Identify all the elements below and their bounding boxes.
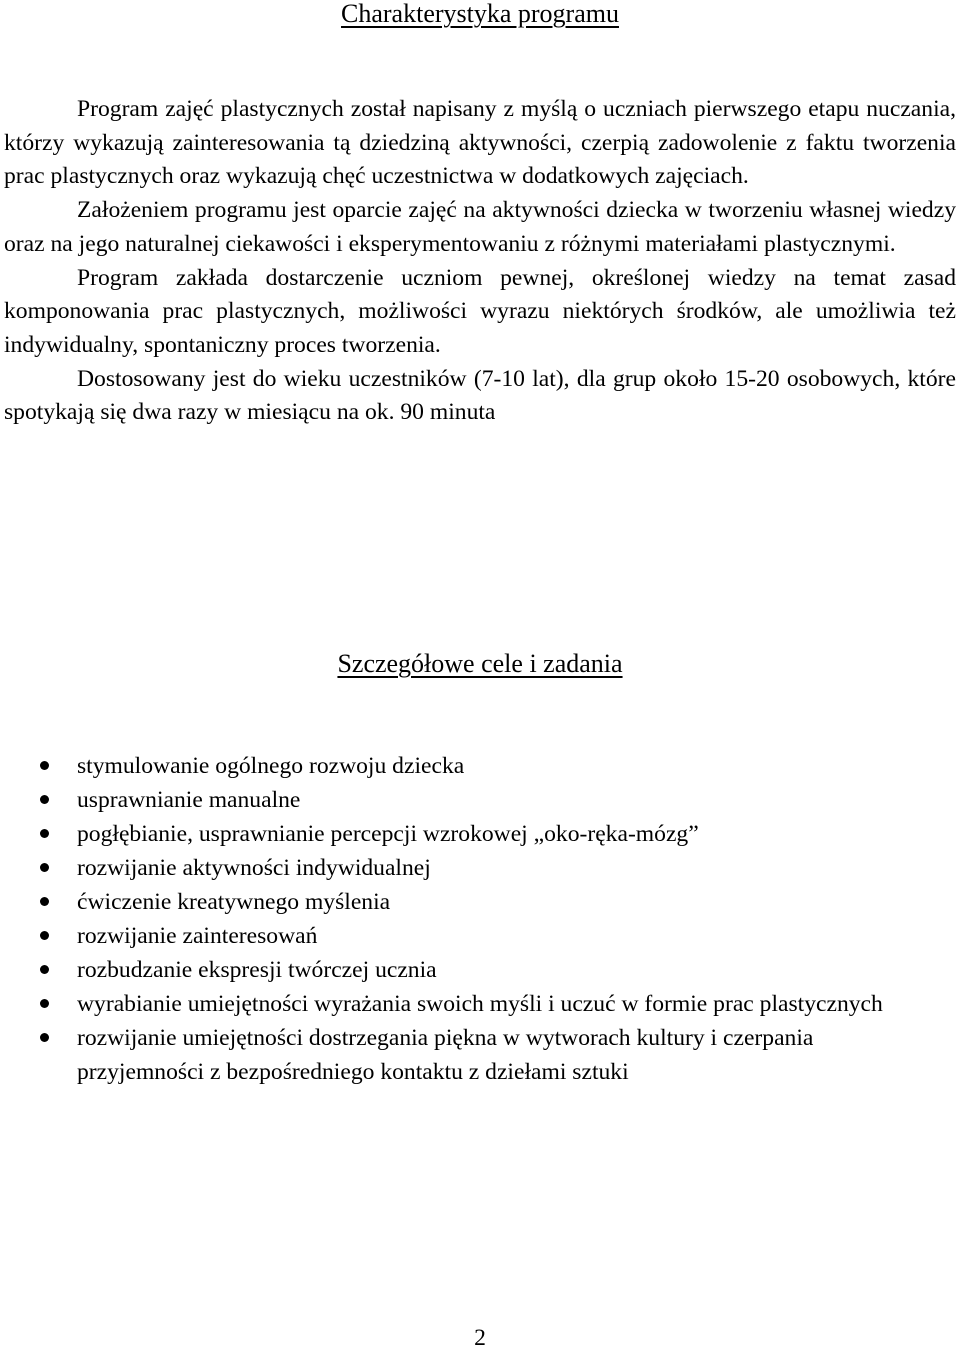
bullet-icon (40, 1033, 49, 1042)
bullet-icon (40, 795, 49, 804)
list-item-text: ćwiczenie kreatywnego myślenia (77, 889, 391, 915)
section-title-goals: Szczegółowe cele i zadania (337, 649, 623, 678)
bullet-icon (40, 829, 49, 838)
bullet-icon (40, 863, 49, 872)
paragraph: Dostosowany jest do wieku uczestników (7-10 lat), dla grup około 15-20 osobowych, które spotykają się dwa razy w miesiącu na ok. 90 minuta (4, 365, 956, 426)
list-item (0, 987, 940, 1021)
program-description (4, 93, 956, 430)
list-item (0, 1021, 940, 1089)
bullet-icon (40, 761, 49, 770)
list-item-text: rozwijanie umiejętności dostrzegania piękna w wytworach kultury i czerpania przyjemności z bezpośredniego kontaktu z dziełami sztuki (77, 1025, 814, 1085)
list-item-text: usprawnianie manualne (77, 787, 301, 813)
list-item (0, 817, 940, 851)
list-item-text: stymulowanie ogólnego rozwoju dziecka (77, 753, 465, 779)
list-item (0, 749, 940, 783)
paragraph: Program zakłada dostarczenie uczniom pewnej, określonej wiedzy na temat zasad komponowania prac plastycznych, możliwości wyrazu niektórych środków, ale umożliwia też indywidualny, spontaniczny proces tworzenia. (4, 264, 956, 358)
list-item-text: pogłębianie, usprawnianie percepcji wzrokowej „oko-ręka-mózg” (77, 821, 699, 847)
paragraph: Założeniem programu jest oparcie zajęć na aktywności dziecka w tworzeniu własnej wiedzy oraz na jego naturalnej ciekawości i eksperymentowaniu z różnymi materiałami plastycznymi. (4, 197, 956, 257)
goals-list (0, 749, 940, 1089)
section-title-characteristics: Charakterystyka programu (341, 0, 619, 28)
page-number: 2 (474, 1325, 486, 1351)
list-item (0, 783, 940, 817)
list-item-text: rozwijanie zainteresowań (77, 923, 318, 949)
bullet-icon (40, 897, 49, 906)
list-item (0, 953, 940, 987)
list-item-text: rozbudzanie ekspresji twórczej ucznia (77, 957, 437, 983)
list-item-text: rozwijanie aktywności indywidualnej (77, 855, 431, 881)
bullet-icon (40, 965, 49, 974)
bullet-icon (40, 999, 49, 1008)
list-item (0, 919, 940, 953)
list-item (0, 885, 940, 919)
paragraph: Program zajęć plastycznych został napisany z myślą o uczniach pierwszego etapu nuczania, którzy wykazują zainteresowania tą dziedziną aktywności, czerpią zadowolenie z faktu tworzenia prac plastycznych oraz wykazują chęć uczestnictwa w dodatkowych zajęciach. (4, 96, 956, 190)
list-item-text: wyrabianie umiejętności wyrażania swoich myśli i uczuć w formie prac plastycznych (77, 991, 883, 1017)
list-item (0, 851, 940, 885)
bullet-icon (40, 931, 49, 940)
